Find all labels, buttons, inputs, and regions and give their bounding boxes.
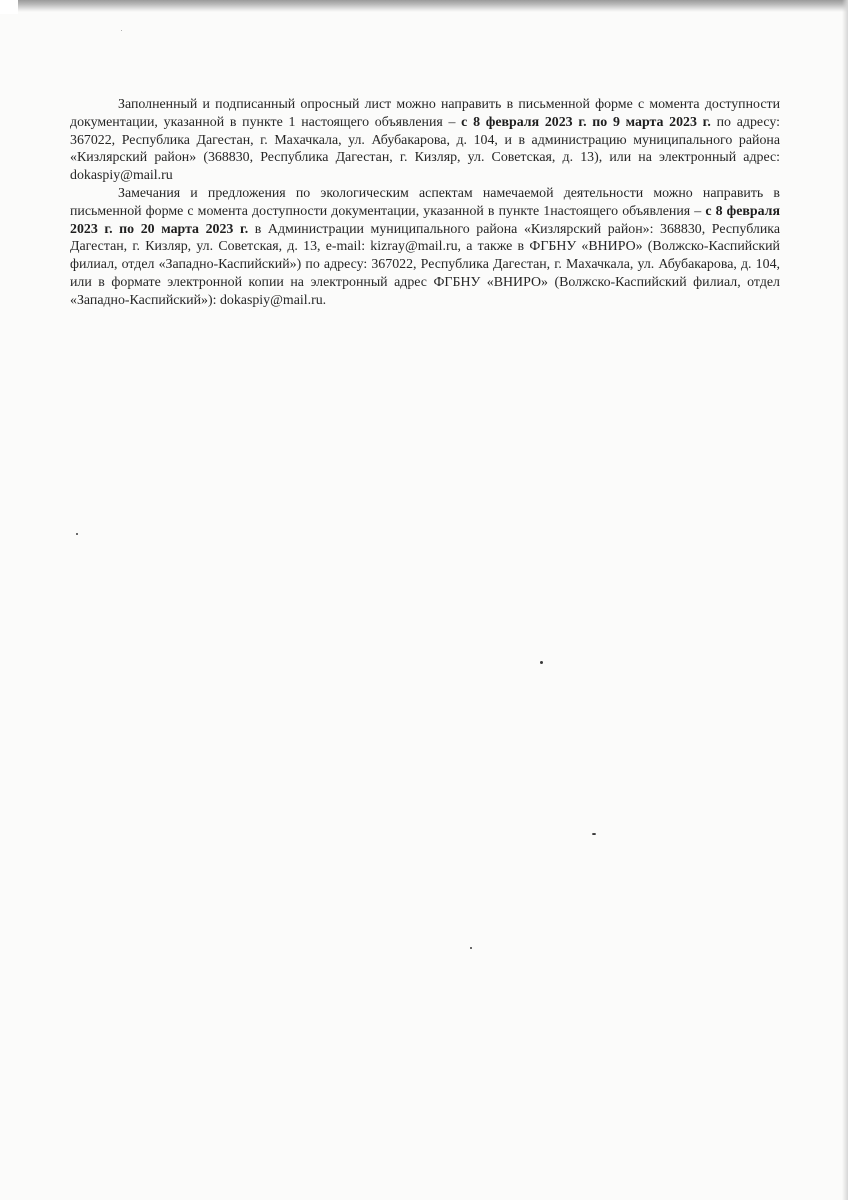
paragraph-questionnaire (70, 96, 780, 185)
paragraph-questionnaire-dates: с 8 февраля 2023 г. по 9 марта 2023 г. (461, 114, 711, 130)
scan-speck (121, 30, 122, 31)
paragraph-comments (70, 185, 780, 310)
scan-shadow-right (842, 0, 848, 1200)
scan-speck (470, 947, 472, 949)
scan-margin-corner (0, 0, 18, 14)
paragraph-questionnaire-text-1: Заполненный и подписанный опросный лист можно направить в письменной форме с момента доступности документации, указанной в пункте 1 настоящего объявления – (70, 97, 780, 130)
scan-speck (540, 661, 543, 664)
scan-speck (76, 533, 78, 535)
paragraph-comments-text-1: Замечания и предложения по экологическим аспектам намечаемой деятельности можно направить в письменной форме с момента доступности документации, указанной в пункте 1настоящего объявления – (70, 185, 780, 219)
paragraph-comments-dates: с 8 февраля 2023 г. по 20 марта 2023 г. (70, 203, 780, 237)
paragraph-comments-text-2: в Администрации муниципального района «Кизлярский район»: 368830, Республика Дагестан, г. Кизляр, ул. Советская, д. 13, e-mail: kizray@mail.ru, а также в ФГБНУ «ВНИРО» (Волжско-Каспийский филиал, отдел «Западно-Каспийский») по адресу: 367022, Республика Дагестан, г. Махачкала, ул. Абубакарова, д. 104, или в формате электронной копии на электронный адрес ФГБНУ «ВНИРО» (Волжско-Каспийский филиал, отдел «Западно-Каспийский»): dokaspiy@mail.ru. (70, 221, 780, 308)
scan-shadow-top (18, 0, 848, 12)
scan-speck (592, 833, 596, 835)
document-body (70, 96, 780, 310)
paragraph-questionnaire-text-2: по адресу: 367022, Республика Дагестан, г. Махачкала, ул. Абубакарова, д. 104, и в администрацию муниципального района «Кизлярский район» (368830, Республика Дагестан, г. Кизляр, ул. Советская, д. 13), или на электронный адрес: dokaspiy@mail.ru (70, 114, 780, 184)
